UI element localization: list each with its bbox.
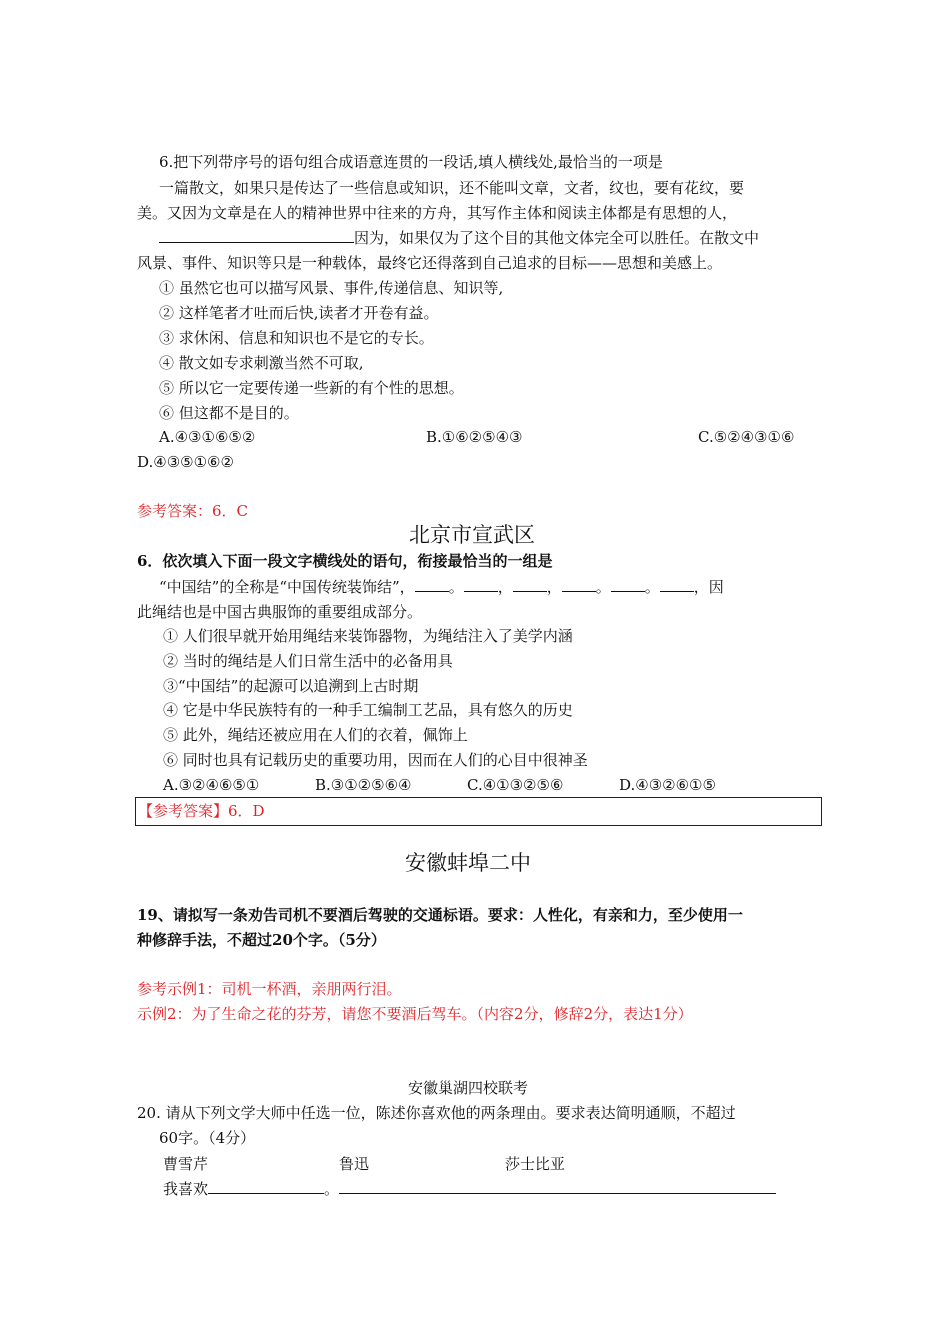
q19-stem-line: 19、请拟写一条劝告司机不要酒后驾驶的交通标语。要求：人性化，有亲和力，至少使用一 xyxy=(137,906,743,924)
reason-blank[interactable] xyxy=(339,1179,776,1194)
answer-example: 示例2：为了生命之花的芬芳，请您不要酒后驾车。（内容2分，修辞2分，表达1分） xyxy=(137,1005,693,1023)
list-item: ⑤ 此外，绳结还被应用在人们的衣着，佩饰上 xyxy=(163,726,468,744)
option-d: D.④③⑤①⑥② xyxy=(137,453,234,471)
name-blank[interactable] xyxy=(208,1179,324,1194)
option-a: A.④③①⑥⑤② xyxy=(159,428,256,446)
q20-stem-line: 60字。（4分） xyxy=(159,1129,256,1147)
fill-blank[interactable] xyxy=(660,577,694,592)
author-name: 鲁迅 xyxy=(339,1155,370,1173)
section-title: 北京市宣武区 xyxy=(409,523,535,547)
option-d: D.④③②⑥①⑤ xyxy=(619,776,716,794)
list-item: ② 这样笔者才吐而后快,读者才开卷有益。 xyxy=(159,304,439,322)
q6b-stem: 6．依次填入下面一段文字横线处的语句，衔接最恰当的一组是 xyxy=(137,552,553,570)
list-item: ⑥ 但这都不是目的。 xyxy=(159,404,299,422)
answer-example: 参考示例1：司机一杯酒，亲朋两行泪。 xyxy=(137,980,402,998)
q19-stem-line: 种修辞手法，不超过20个字。（5分） xyxy=(137,931,386,949)
answer-box xyxy=(135,797,822,826)
q6b-paragraph-line: 此绳结也是中国古典服饰的重要组成部分。 xyxy=(137,603,423,621)
answer-text: 【参考答案】6．D xyxy=(138,802,265,820)
q20-answer-line: 我喜欢 。 xyxy=(163,1179,776,1199)
list-item: ⑥ 同时也具有记载历史的重要功用，因而在人们的心目中很神圣 xyxy=(163,751,588,769)
list-item: ③“中国结”的起源可以追溯到上古时期 xyxy=(163,677,419,695)
list-item: ④ 它是中华民族特有的一种手工编制工艺品，具有悠久的历史 xyxy=(163,701,573,719)
q6a-paragraph-line: 风景、事件、知识等只是一种载体，最终它还得落到自己追求的目标——思想和美感上。 xyxy=(137,254,723,272)
option-c: C.④①③②⑤⑥ xyxy=(467,776,564,794)
list-item: ① 虽然它也可以描写风景、事件,传递信息、知识等, xyxy=(159,279,504,297)
fill-blank[interactable] xyxy=(415,577,449,592)
fill-blank[interactable] xyxy=(562,577,596,592)
section-title: 安徽蚌埠二中 xyxy=(405,851,531,875)
section-title: 安徽巢湖四校联考 xyxy=(408,1079,529,1097)
list-item: ⑤ 所以它一定要传递一些新的有个性的思想。 xyxy=(159,379,464,397)
option-c: C.⑤②④③①⑥ xyxy=(698,428,795,446)
list-item: ① 人们很早就开始用绳结来装饰器物，为绳结注入了美学内涵 xyxy=(163,627,573,645)
fill-blank[interactable] xyxy=(611,577,645,592)
q6a-paragraph-line: 因为，如果仅为了这个目的其他文体完全可以胜任。在散文中 xyxy=(159,228,759,248)
q6a-paragraph-line: 美。又因为文章是在人的精神世界中往来的方舟，其写作主体和阅读主体都是有思想的人， xyxy=(137,204,738,222)
author-name: 莎士比亚 xyxy=(505,1155,566,1173)
option-b: B.①⑥②⑤④③ xyxy=(426,428,523,446)
q6a-paragraph-line: 一篇散文，如果只是传达了一些信息或知识，还不能叫文章，文者，纹也，要有花纹，要 xyxy=(159,179,745,197)
list-item: ③ 求休闲、信息和知识也不是它的专长。 xyxy=(159,329,434,347)
author-name: 曹雪芹 xyxy=(163,1155,209,1173)
q20-stem-line: 20. 请从下列文学大师中任选一位，陈述你喜欢他的两条理由。要求表达简明通顺，不超过 xyxy=(137,1104,736,1122)
list-item: ② 当时的绳结是人们日常生活中的必备用具 xyxy=(163,652,453,670)
answer-text: 参考答案：6．C xyxy=(137,502,249,520)
list-item: ④ 散文如专求刺激当然不可取, xyxy=(159,354,364,372)
fill-blank[interactable] xyxy=(513,577,547,592)
option-b: B.③①②⑤⑥④ xyxy=(315,776,412,794)
q6b-paragraph-line: “中国结”的全称是“中国传统装饰结”， 。 ， ， 。 。 ，因 xyxy=(159,578,724,596)
q6a-stem: 6.把下列带序号的语句组合成语意连贯的一段话,填人横线处,最恰当的一项是 xyxy=(159,153,663,171)
fill-blank[interactable] xyxy=(464,577,498,592)
fill-blank[interactable] xyxy=(159,228,354,243)
option-a: A.③②④⑥⑤① xyxy=(163,776,260,794)
